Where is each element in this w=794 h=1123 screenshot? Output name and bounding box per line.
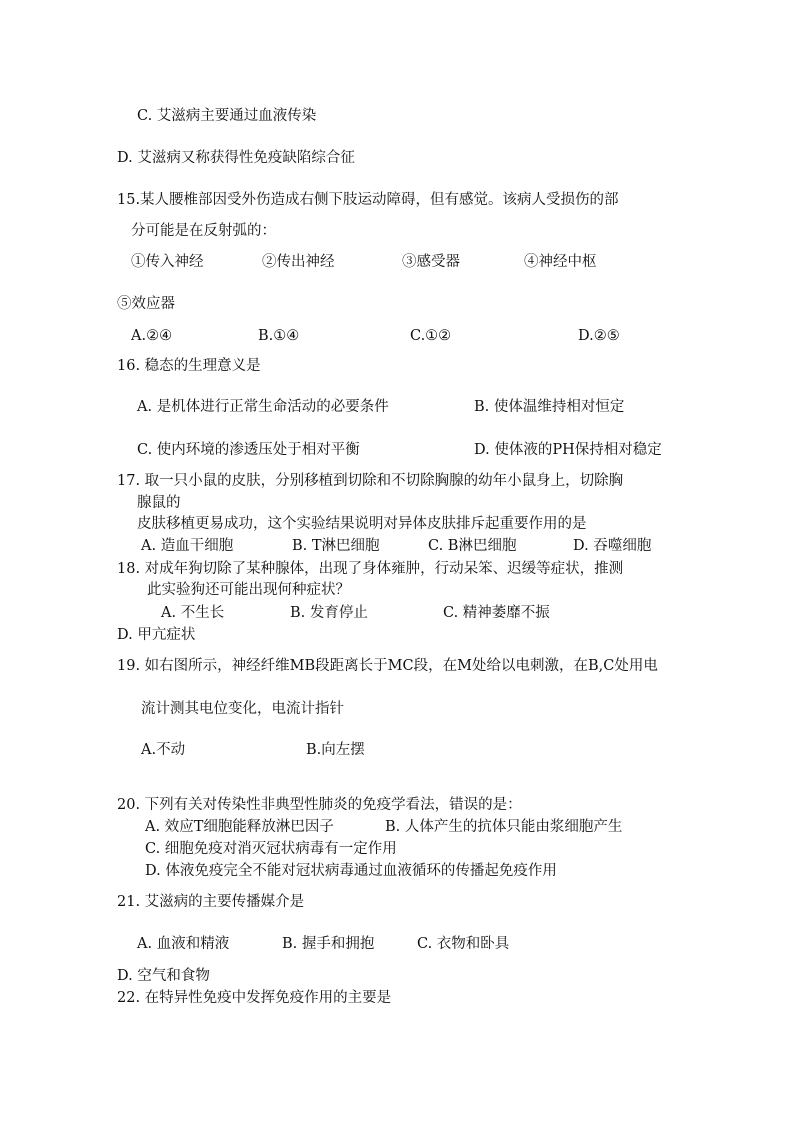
q19-option-a: A.不动 xyxy=(141,742,186,758)
q20-option-a: A. 效应T细胞能释放淋巴因子 xyxy=(145,819,334,835)
q15-option-a: A.②④ xyxy=(131,328,173,344)
q17-option-c: C. B淋巴细胞 xyxy=(428,538,517,554)
option-d-aids-name: D. 艾滋病又称获得性免疫缺陷综合征 xyxy=(117,150,355,166)
q15-option-c: C.①② xyxy=(410,328,452,344)
question-17-text: 17. 取一只小鼠的皮肤，分别移植到切除和不切除胸腺的幼年小鼠身上，切除胸 xyxy=(117,473,624,489)
q17-option-d: D. 吞噬细胞 xyxy=(573,538,652,554)
question-17-text-cont: 腺鼠的 xyxy=(137,495,181,511)
q16-option-d: D. 使体液的PH保持相对稳定 xyxy=(474,442,662,458)
q18-option-c: C. 精神萎靡不振 xyxy=(443,605,550,621)
question-18-text-cont: 此实验狗还可能出现何种症状？ xyxy=(147,582,350,598)
q15-item-5: ⑤效应器 xyxy=(117,296,175,312)
q15-option-b: B.①④ xyxy=(258,328,300,344)
question-15-text: 15.某人腰椎部因受外伤造成右侧下肢运动障碍，但有感觉。该病人受损伤的部 xyxy=(117,192,619,208)
q20-option-b: B. 人体产生的抗体只能由浆细胞产生 xyxy=(385,819,623,835)
question-21-text: 21. 艾滋病的主要传播媒介是 xyxy=(117,894,305,910)
question-20-text: 20. 下列有关对传染性非典型性肺炎的免疫学看法，错误的是： xyxy=(117,797,522,813)
q16-option-b: B. 使体温维持相对恒定 xyxy=(474,399,625,415)
q15-option-d: D.②⑤ xyxy=(578,328,620,344)
question-16-text: 16. 稳态的生理意义是 xyxy=(117,358,261,374)
q15-item-4: ④神经中枢 xyxy=(524,254,597,270)
q15-item-2: ②传出神经 xyxy=(262,254,335,270)
q18-option-d: D. 甲亢症状 xyxy=(117,627,196,643)
question-19-text-cont: 流计测其电位变化，电流计指针 xyxy=(141,701,344,717)
q15-item-3: ③感受器 xyxy=(402,254,460,270)
question-22-text: 22. 在特异性免疫中发挥免疫作用的主要是 xyxy=(117,990,392,1006)
question-17-text-cont2: 皮肤移植更易成功，这个实验结果说明对异体皮肤排斥起重要作用的是 xyxy=(137,516,587,532)
q17-option-a: A. 造血干细胞 xyxy=(141,538,234,554)
q19-option-b: B.向左摆 xyxy=(306,742,365,758)
q17-option-b: B. T淋巴细胞 xyxy=(292,538,380,554)
q21-option-c: C. 衣物和卧具 xyxy=(417,936,510,952)
question-15-text-cont: 分可能是在反射弧的： xyxy=(131,223,276,239)
question-18-text: 18. 对成年狗切除了某种腺体，出现了身体雍肿，行动呆笨、迟缓等症状，推测 xyxy=(117,561,624,577)
q21-option-d: D. 空气和食物 xyxy=(117,968,210,984)
q18-option-a: A. 不生长 xyxy=(161,605,225,621)
q18-option-b: B. 发育停止 xyxy=(290,605,368,621)
question-19-text: 19. 如右图所示，神经纤维MB段距离长于MC段，在M处给以电刺激，在B,C处用电 xyxy=(117,658,658,674)
q21-option-b: B. 握手和拥抱 xyxy=(282,936,375,952)
q16-option-c: C. 使内环境的渗透压处于相对平衡 xyxy=(137,442,360,458)
q15-item-1: ①传入神经 xyxy=(131,254,204,270)
option-c-aids-blood: C. 艾滋病主要通过血液传染 xyxy=(137,108,317,124)
q20-option-d: D. 体液免疫完全不能对冠状病毒通过血液循环的传播起免疫作用 xyxy=(145,863,557,879)
q20-option-c: C. 细胞免疫对消灭冠状病毒有一定作用 xyxy=(145,841,397,857)
q16-option-a: A. 是机体进行正常生命活动的必要条件 xyxy=(137,399,389,415)
q21-option-a: A. 血液和精液 xyxy=(137,936,230,952)
